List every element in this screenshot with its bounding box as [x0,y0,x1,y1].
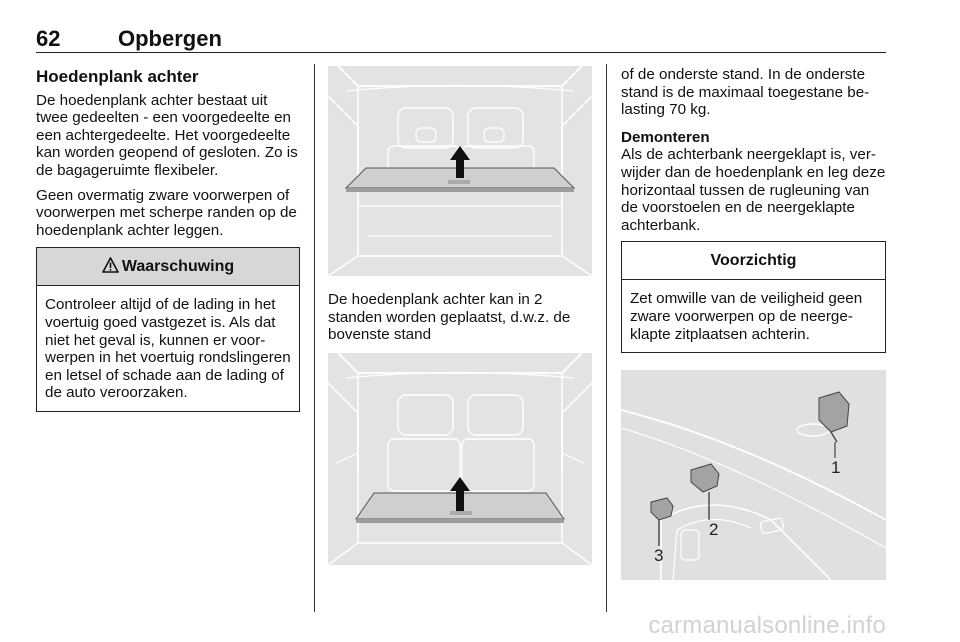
warning-text: Controleer altijd of de lading in het voertuig goed vastgezet is. Als dat niet het geval is, kunnen er voorwerpen in het voertuig rondslingeren en letsel of schade aan de lading of de auto veroorzaken. [45,296,291,402]
intro-paragraph: De hoedenplank achter bestaat uit twee gedeelten - een voorgedeelte en een achtergedeelte. Het voorgedeelte kan worden geopend of gesloten. Zo is de bagageruimte flexibeler. [36,91,298,179]
warning-title: Waarschuwing [121,258,235,276]
header-rule [36,52,886,53]
middle-column [328,291,592,351]
callout-1: 1 [831,458,841,477]
page-number: 62 [36,26,61,51]
figure-caption: De hoedenplank achter kan in 2 standen worden geplaatst, d.w.z. de bovenste stand [328,291,571,344]
remove-subheading: Demonteren [621,128,710,146]
section-title: Hoedenplank achter [36,67,199,86]
chapter-title: Opbergen [118,26,222,51]
callout-3: 3 [654,546,664,565]
column-divider-2 [606,64,607,612]
figure-shelf-upper-position [328,66,592,276]
remove-paragraph: Als de achterbank neergeklapt is, verwijder dan de hoedenplank en leg deze horizontaal tussen de rugleuning van de voorstoelen en de neergeklapte achterbank. [621,146,886,234]
warning-header [37,248,299,286]
caution-box [621,241,886,353]
warning-triangle-icon [102,257,119,278]
figure-shelf-clips [621,370,886,580]
warning-box [36,247,300,412]
caution-header: Voorzichtig [622,242,885,280]
callout-2: 2 [709,520,719,539]
figure-shelf-lower-position [328,353,592,565]
left-column [36,68,300,412]
right-column [621,66,886,353]
caution-text: Zet omwille van de veiligheid geen zware voorwerpen op de neergeklapte zitplaatsen achterin. [630,290,863,343]
watermark: carmanualsonline.info [648,612,886,639]
load-paragraph: Geen overmatig zware voorwerpen of voorwerpen met scherpe randen op de hoedenplank achter leggen. [36,186,297,239]
column-divider-1 [314,64,315,612]
load-limit-paragraph: of de onderste stand. In de onderste stand is de maximaal toegestane belasting 70 kg. [621,66,870,119]
